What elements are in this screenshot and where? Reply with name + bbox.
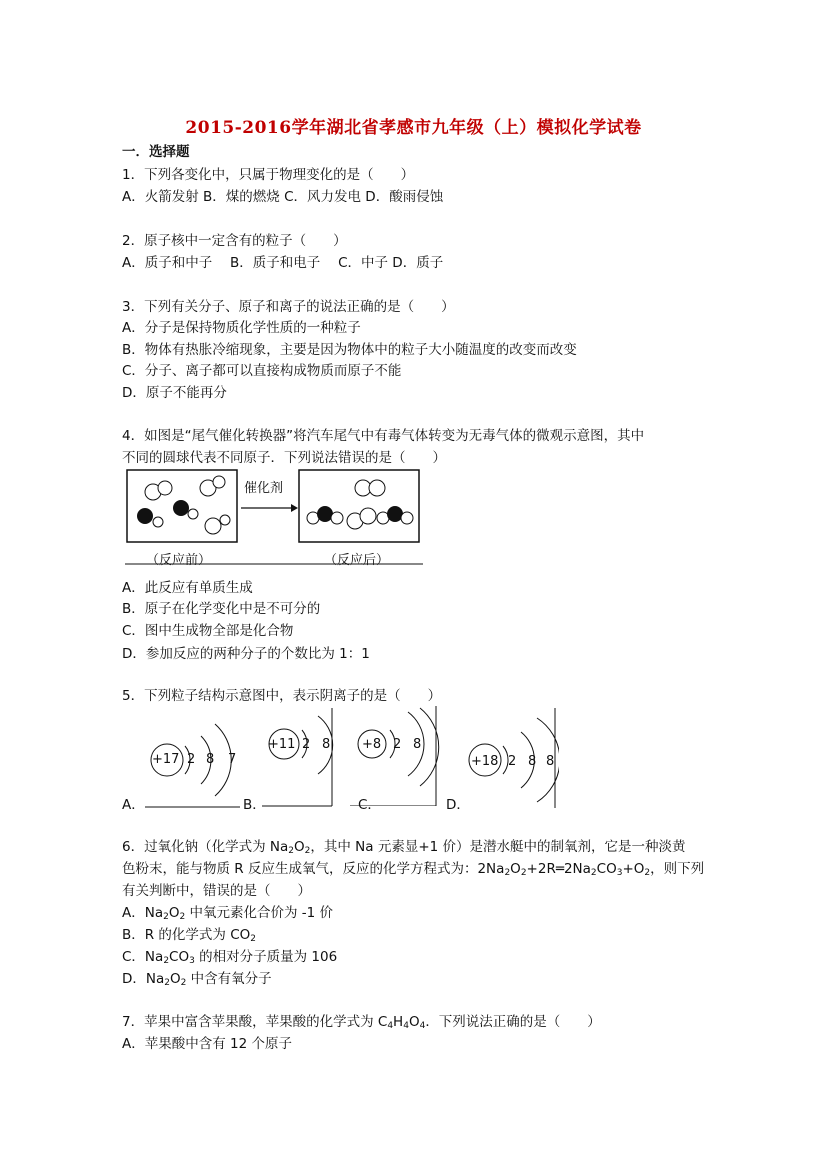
- q4-option-b: B．原子在化学变化中是不可分的: [122, 601, 321, 617]
- shell-d-3: 8: [546, 754, 555, 769]
- nucleus-a: +17: [152, 752, 180, 767]
- arrow-head: [291, 504, 298, 512]
- atom-diagram-b: [262, 708, 342, 808]
- white-atom: [213, 476, 225, 488]
- q5-option-b: B．: [243, 797, 266, 813]
- section-heading: 一．选择题: [122, 144, 190, 160]
- shell-c-1: 2: [393, 737, 402, 752]
- q6-option-c: C．$Na_2CO_3$ 的相对分子质量为 106: [122, 949, 338, 966]
- white-atom: [153, 517, 163, 527]
- shell-b-1: 2: [302, 737, 311, 752]
- nucleus-c: +8: [362, 737, 382, 752]
- q4-option-a: A．此反应有单质生成: [122, 580, 253, 596]
- q1-options: A．火箭发射 B．煤的燃烧 C．风力发电 D．酸雨侵蚀: [122, 189, 444, 205]
- shell-a-1: 2: [187, 752, 196, 767]
- white-atom: [188, 509, 198, 519]
- white-atom: [360, 508, 376, 524]
- black-atom: [387, 506, 403, 522]
- q6-option-b: B．R 的化学式为 $CO_2$: [122, 927, 257, 944]
- black-atom: [317, 506, 333, 522]
- white-atom: [331, 512, 343, 524]
- q7-option-a: A．苹果酸中含有 12 个原子: [122, 1036, 292, 1052]
- white-atom: [220, 515, 230, 525]
- q6-option-d: D．$Na_2O_2$ 中含有氧分子: [122, 971, 272, 988]
- q3-option-d: D．原子不能再分: [122, 385, 227, 401]
- q3-option-a: A．分子是保持物质化学性质的一种粒子: [122, 320, 361, 336]
- shell-a-3: 7: [228, 752, 237, 767]
- black-atom: [137, 508, 153, 524]
- q5-option-d: D．: [446, 797, 470, 813]
- white-atom: [369, 480, 385, 496]
- q4-stem-line2: 不同的圆球代表不同原子．下列说法错误的是（ ）: [122, 450, 446, 466]
- q3-stem: 3．下列有关分子、原子和离子的说法正确的是（ ）: [122, 299, 455, 315]
- q4-stem-line1: 4．如图是“尾气催化转换器”将汽车尾气中有毒气体转变为无毒气体的微观示意图，其中: [122, 428, 645, 444]
- q6-stem-line3: 有关判断中，错误的是（ ）: [122, 883, 311, 899]
- q6-stem-line2: 色粉末，能与物质 R 反应生成氧气，反应的化学方程式为：$2Na_2O_2+2R═2Na_2CO_3+O_2$，则下列: [122, 861, 705, 878]
- white-atom: [205, 518, 221, 534]
- q2-stem: 2．原子核中一定含有的粒子（ ）: [122, 233, 347, 249]
- nucleus-d: +18: [471, 754, 499, 769]
- q5-option-a: A．: [122, 797, 145, 813]
- black-atom: [173, 500, 189, 516]
- q3-option-c: C．分子、离子都可以直接构成物质而原子不能: [122, 363, 402, 379]
- after-label: （反应后）: [324, 553, 390, 568]
- before-label: （反应前）: [146, 553, 212, 568]
- shell-d-2: 8: [528, 754, 537, 769]
- q5-stem: 5．下列粒子结构示意图中，表示阴离子的是（ ）: [122, 688, 442, 704]
- q3-option-b: B．物体有热胀冷缩现象，主要是因为物体中的粒子大小随温度的改变而改变: [122, 342, 577, 358]
- arrow-label: 催化剂: [244, 481, 284, 496]
- q5-option-c: C．: [358, 797, 381, 813]
- shell-c-2: 8: [413, 737, 422, 752]
- shell-d-1: 2: [508, 754, 517, 769]
- shell-a-2: 8: [206, 752, 215, 767]
- q6-stem-line1: 6．过氧化钠（化学式为 $Na_2O_2$，其中 Na 元素显+1 价）是潜水艇中的制氧剂，它是一种淡黄: [122, 839, 686, 856]
- q4-option-d: D．参加反应的两种分子的个数比为 1：1: [122, 646, 370, 662]
- shell-b-2: 8: [322, 737, 331, 752]
- q1-stem: 1．下列各变化中，只属于物理变化的是（ ）: [122, 167, 415, 183]
- q4-option-c: C．图中生成物全部是化合物: [122, 623, 294, 639]
- exam-title: 2015-2016学年湖北省孝感市九年级（上）模拟化学试卷: [185, 118, 642, 138]
- white-atom: [401, 512, 413, 524]
- white-atom: [158, 481, 172, 495]
- q6-option-a: A．$Na_2O_2$ 中氧元素化合价为 -1 价: [122, 905, 334, 922]
- nucleus-b: +11: [268, 737, 296, 752]
- q2-options: A．质子和中子 B．质子和电子 C．中子 D．质子: [122, 255, 444, 271]
- atom-diagram-c: [350, 706, 440, 806]
- q7-stem: 7．苹果中富含苹果酸，苹果酸的化学式为 $C_4H_4O_4$．下列说法正确的是（ ）: [122, 1014, 601, 1031]
